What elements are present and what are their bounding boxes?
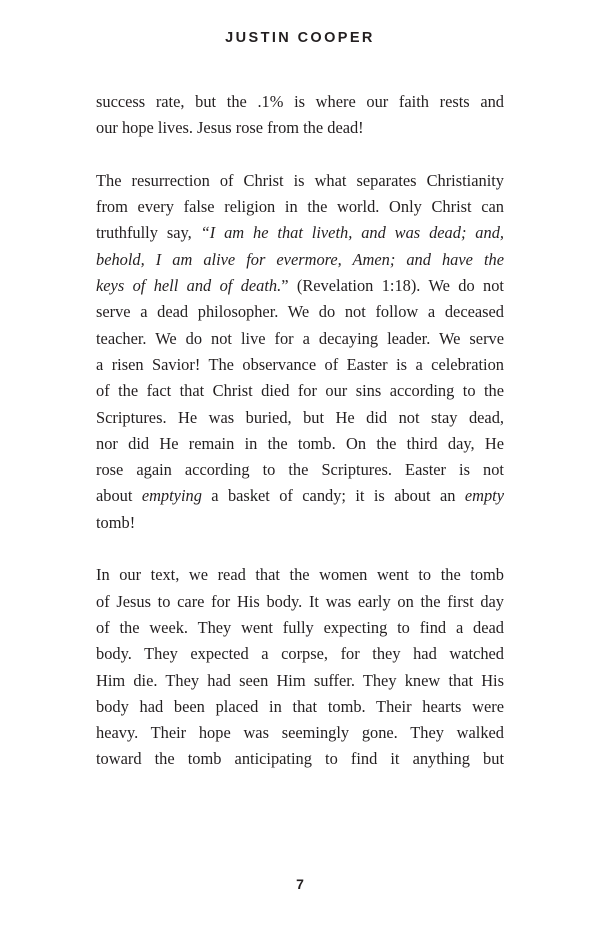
- body-text: [96, 89, 504, 799]
- paragraph-3: [96, 562, 504, 772]
- text-line: Him die. They had seen Him suffer. They knew that His: [96, 670, 504, 690]
- text-line: of the week. They went fully expecting to find a dead: [96, 617, 504, 637]
- text-line: of the fact that Christ died for our sins according to the: [96, 381, 504, 401]
- emphasis: empty: [464, 486, 504, 506]
- scripture-quote: keys of hell and of death.: [96, 276, 282, 296]
- text-line: [96, 247, 504, 273]
- scripture-quote: behold, I am alive for evermore, Amen; and have the: [96, 249, 504, 269]
- text-line: In our text, we read that the women went to the tomb: [96, 565, 504, 585]
- text-line: [96, 220, 504, 246]
- running-head: JUSTIN COOPER: [225, 30, 375, 46]
- paragraph-1: [96, 89, 504, 142]
- text-line: The resurrection of Christ is what separates Christianity: [96, 170, 504, 190]
- scripture-quote: “I am he that liveth, and was dead; and,: [200, 223, 504, 243]
- text-run: truthfully say,: [96, 223, 201, 243]
- text-line: a risen Savior! The observance of Easter is a celebration: [96, 354, 504, 374]
- text-run: about: [96, 486, 142, 506]
- text-run: a basket of candy; it is about an: [201, 486, 465, 506]
- emphasis: emptying: [141, 486, 202, 506]
- text-line: of Jesus to care for His body. It was early on the first day: [96, 591, 504, 611]
- text-line: nor did He remain in the tomb. On the third day, He: [96, 433, 504, 453]
- text-line: toward the tomb anticipating to find it anything but: [96, 749, 504, 769]
- text-line: success rate, but the .1% is where our faith rests and: [96, 92, 504, 111]
- text-line: Scriptures. He was buried, but He did not stay dead,: [96, 407, 504, 427]
- text-line: heavy. Their hope was seemingly gone. They walked: [96, 723, 504, 743]
- text-line: body. They expected a corpse, for they had watched: [96, 644, 504, 664]
- text-line: serve a dead philosopher. We do not follow a deceased: [96, 302, 504, 322]
- text-line: teacher. We do not live for a decaying leader. We serve: [96, 328, 504, 348]
- page-number: 7: [296, 876, 304, 892]
- text-line: our hope lives. Jesus rose from the dead!: [96, 118, 364, 138]
- scripture-reference: ” (Revelation 1:18). We do not: [281, 276, 504, 296]
- text-line: from every false religion in the world. Only Christ can: [96, 197, 504, 217]
- text-line: [96, 273, 504, 299]
- paragraph-2: [96, 168, 504, 536]
- text-line: body had been placed in that tomb. Their hearts were: [96, 696, 504, 716]
- text-line: tomb!: [96, 512, 136, 532]
- text-line: rose again according to the Scriptures. Easter is not: [96, 460, 504, 480]
- text-line: [96, 483, 504, 509]
